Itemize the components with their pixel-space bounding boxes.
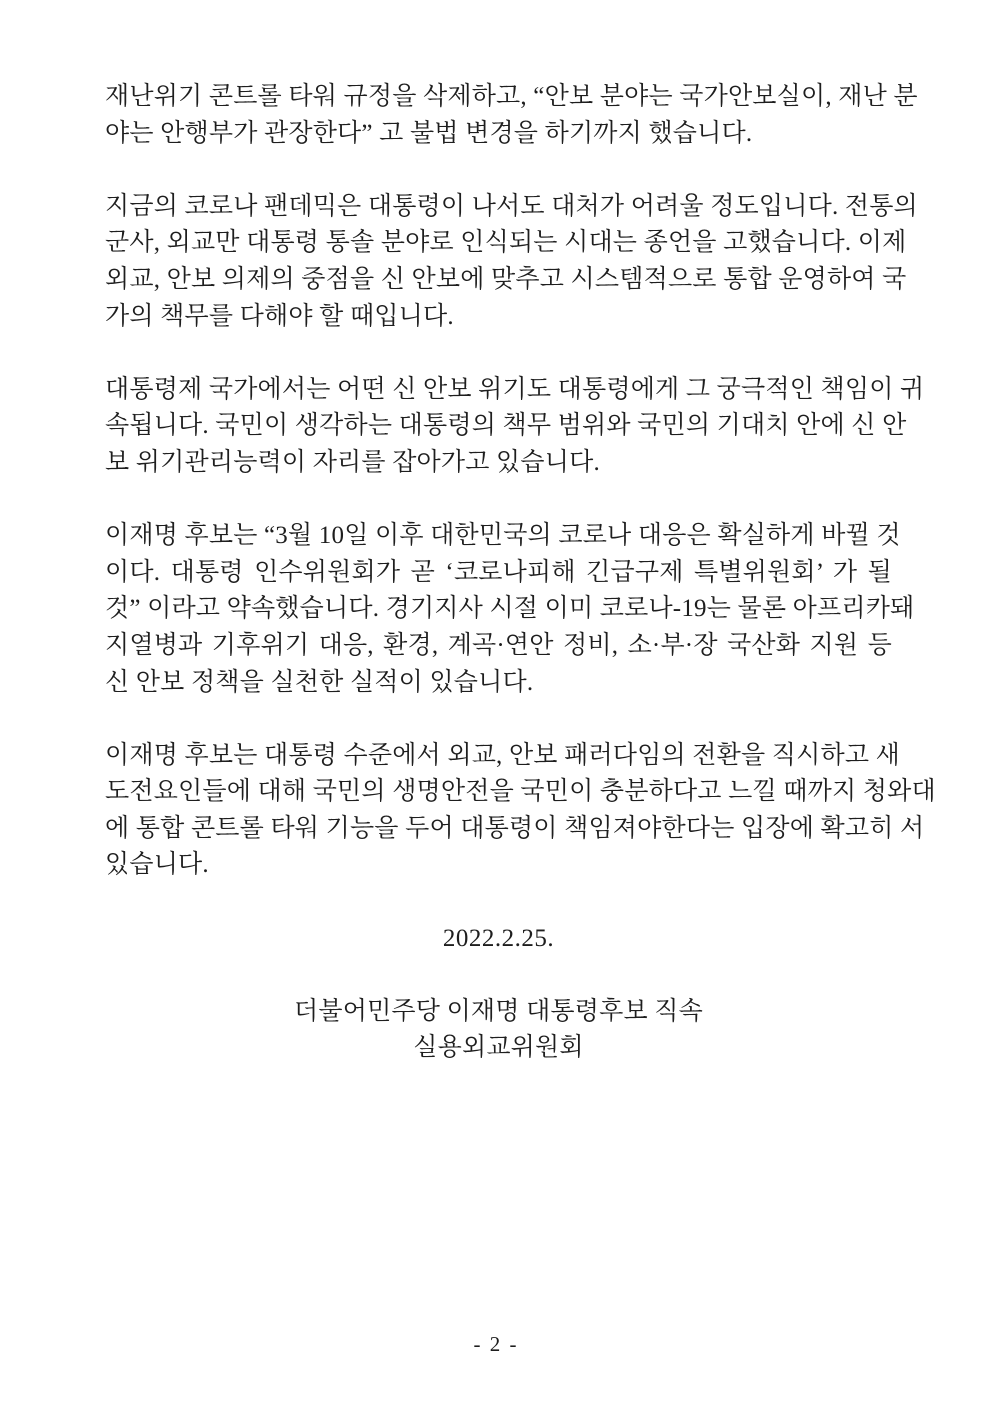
text-line: 속됩니다. 국민이 생각하는 대통령의 책무 범위와 국민의 기대치 안에 신 안 bbox=[105, 412, 907, 440]
text-line: 군사, 외교만 대통령 통솔 분야로 인식되는 시대는 종언을 고했습니다. 이제 bbox=[105, 229, 907, 257]
text-line: 것” 이라고 약속했습니다. 경기지사 시절 이미 코로나-19는 물론 아프리카돼 bbox=[105, 595, 915, 623]
text-line: 신 안보 정책을 실천한 실적이 있습니다. bbox=[105, 668, 534, 696]
text-line: 외교, 안보 의제의 중점을 신 안보에 맞추고 시스템적으로 통합 운영하여 국 bbox=[105, 265, 907, 293]
text-line: 야는 안행부가 관장한다” 고 불법 변경을 하기까지 했습니다. bbox=[105, 119, 753, 147]
text-line: 이다. 대통령 인수위원회가 곧 ‘코로나피해 긴급구제 특별위원회’ 가 될 bbox=[105, 558, 892, 586]
text-line: 이재명 후보는 대통령 수준에서 외교, 안보 패러다임의 전환을 직시하고 새 bbox=[105, 741, 901, 769]
text-line: 도전요인들에 대해 국민의 생명안전을 국민이 충분하다고 느낄 때까지 청와대 bbox=[105, 778, 936, 806]
body-paragraph bbox=[105, 372, 925, 482]
text-line: 지열병과 기후위기 대응, 환경, 계곡·연안 정비, 소·부·장 국산화 지원 등 bbox=[105, 631, 892, 659]
signature-org-line: 더불어민주당 이재명 대통령후보 직속 bbox=[294, 997, 703, 1025]
date-line: 2022.2.25. bbox=[442, 924, 555, 952]
text-line: 에 통합 콘트롤 타워 기능을 두어 대통령이 책임져야한다는 입장에 확고히 서 bbox=[105, 814, 925, 842]
body-paragraph bbox=[105, 189, 918, 335]
body-paragraph bbox=[105, 518, 915, 701]
document-body bbox=[105, 79, 936, 1067]
text-line: 지금의 코로나 팬데믹은 대통령이 나서도 대처가 어려울 정도입니다. 전통의 bbox=[105, 192, 918, 220]
text-line: 있습니다. bbox=[105, 851, 209, 879]
signature-block bbox=[105, 994, 892, 1067]
body-paragraph bbox=[105, 738, 936, 884]
text-line: 대통령제 국가에서는 어떤 신 안보 위기도 대통령에게 그 궁극적인 책임이 귀 bbox=[105, 375, 925, 403]
signature-committee-line: 실용외교위원회 bbox=[413, 1034, 584, 1062]
text-line: 재난위기 콘트롤 타워 규정을 삭제하고, “안보 분야는 국가안보실이, 재난 분 bbox=[105, 83, 918, 110]
text-line: 보 위기관리능력이 자리를 잡아가고 있습니다. bbox=[105, 448, 600, 476]
text-line: 이재명 후보는 “3월 10일 이후 대한민국의 코로나 대응은 확실하게 바뀔 것 bbox=[105, 522, 901, 550]
text-line: 가의 책무를 다해야 할 때입니다. bbox=[105, 302, 454, 330]
body-paragraph bbox=[105, 79, 918, 152]
page-number: - 2 - bbox=[473, 1332, 519, 1356]
